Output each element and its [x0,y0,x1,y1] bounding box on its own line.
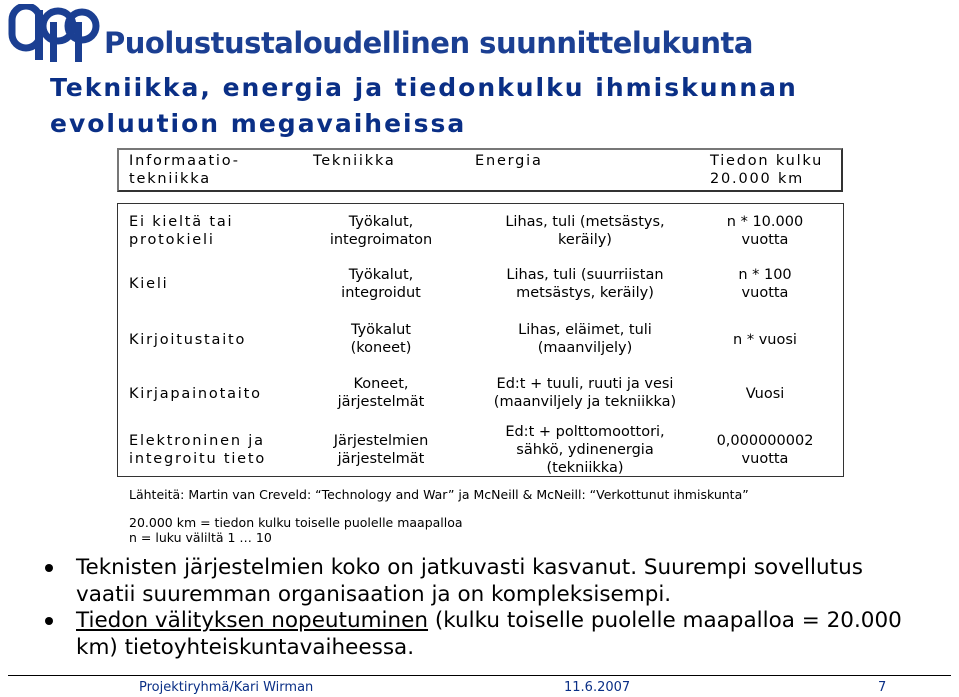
footnote: 20.000 km = tiedon kulku toiselle puolelle maapalloa [129,515,463,530]
source-citation: Lähteitä: Martin van Creveld: “Technology and War” ja McNeill & McNeill: “Verkottunut ihmiskunta” [129,487,749,502]
table-cell-energy: Lihas, tuli (suurriistan metsästys, keräily) [506,267,664,301]
table-row-label: Kirjapainotaito [129,386,262,402]
column-header-tech: Tekniikka [313,153,396,169]
table-row-label: Ei kieltä tai protokieli [129,214,234,248]
table-cell-tech: Koneet, järjestelmät [337,376,425,410]
table-row-label: Kirjoitustaito [129,332,247,348]
column-header-infotech: Informaatio- tekniikka [129,153,240,187]
column-header-energy: Energia [475,153,543,169]
table-cell-info-flow: n * 100 vuotta [738,267,792,301]
bullet-icon [45,617,53,625]
footer-page-number: 7 [878,680,887,695]
table-cell-tech: Työkalut (koneet) [350,322,412,356]
slide-title [50,70,798,142]
table-cell-info-flow: 0,000000002 vuotta [716,433,814,467]
bullet-item: Tiedon välityksen nopeutuminen (kulku toiselle puolelle maapalloa = 20.000 km) tietoyhteiskuntavaiheessa. [76,608,902,660]
footer-date: 11.6.2007 [564,680,631,695]
table-cell-tech: Järjestelmien järjestelmät [333,433,429,467]
footnote: n = luku väliltä 1 … 10 [129,530,272,545]
organization-logo [8,4,100,66]
table-cell-tech: Työkalut, integroidut [341,267,421,301]
table-cell-energy: Lihas, eläimet, tuli (maanviljely) [518,322,652,356]
underlined-phrase: Tiedon välityksen nopeutuminen [76,608,429,633]
table-row-label: Elektroninen ja integroitu tieto [129,433,267,467]
table-cell-info-flow: n * 10.000 vuotta [726,214,804,248]
slide-title-line-2: evoluution megavaiheissa [50,109,467,138]
table-cell-tech: Työkalut, integroimaton [329,214,433,248]
table-cell-energy: Ed:t + tuuli, ruuti ja vesi (maanviljely ja tekniikka) [493,376,677,410]
table-cell-energy: Ed:t + polttomoottori, sähkö, ydinenergia (tekniikka) [505,424,665,476]
column-header-info-flow: Tiedon kulku 20.000 km [710,153,824,187]
slide-title-line-1: Tekniikka, energia ja tiedonkulku ihmiskunnan [50,73,798,102]
table-cell-info-flow: Vuosi [745,386,785,402]
table-cell-info-flow: n * vuosi [733,332,797,348]
organization-name: Puolustustaloudellinen suunnittelukunta [104,26,753,60]
table-cell-energy: Lihas, tuli (metsästys, keräily) [505,214,665,248]
bullet-item: Teknisten järjestelmien koko on jatkuvasti kasvanut. Suurempi sovellutus vaatii suuremman organisaation ja on kompleksisempi. [76,555,863,607]
footer-divider [8,675,951,676]
footer-author: Projektiryhmä/Kari Wirman [139,680,314,695]
table-row-label: Kieli [129,276,169,292]
bullet-icon [45,564,53,572]
